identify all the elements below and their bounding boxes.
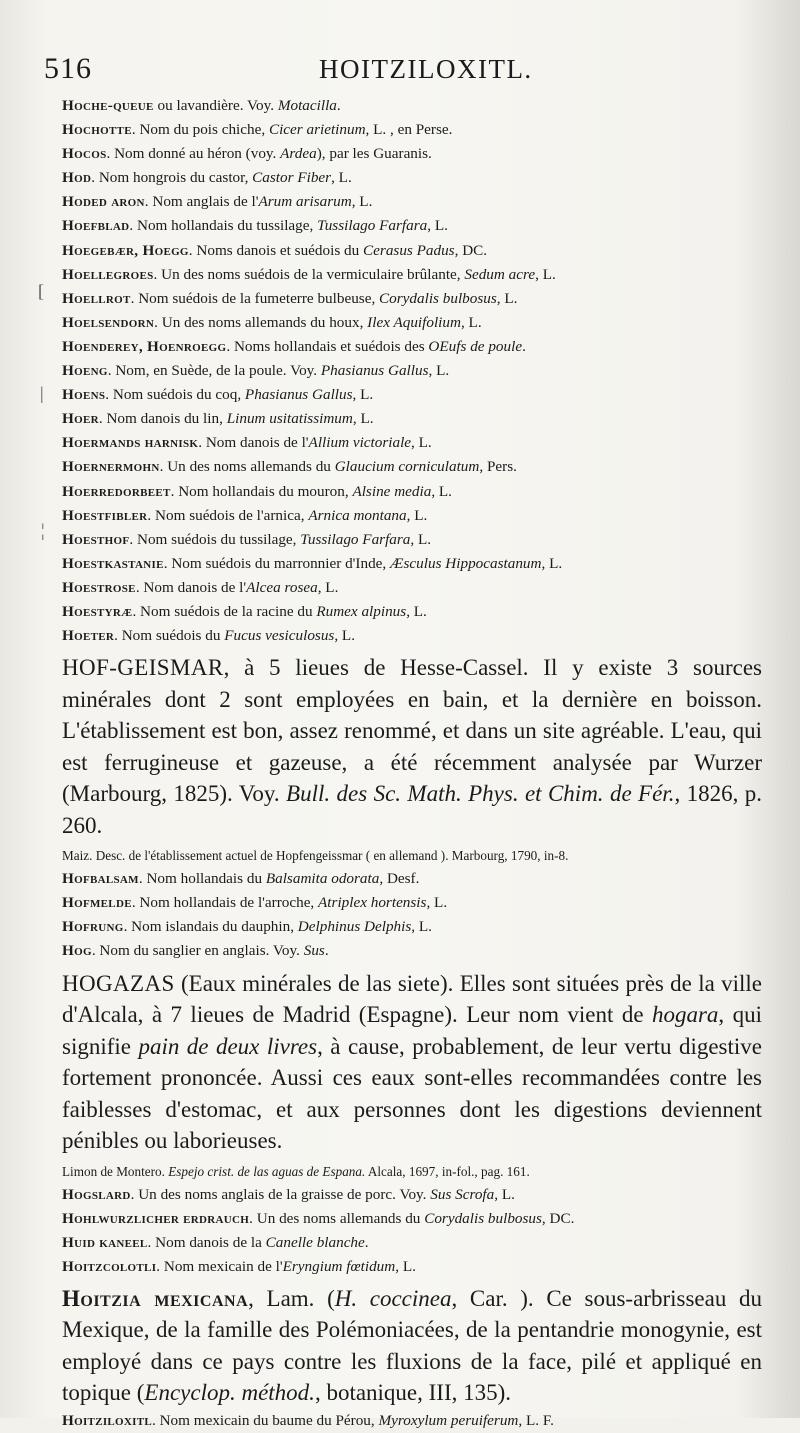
entry-text: , L. [411,918,432,936]
dictionary-entry [62,600,762,624]
entry-text: , L. [317,578,339,596]
entry-text: . Nom hollandais du tussilage, [129,217,318,235]
entry-latin-name: Arnica montana [308,506,407,524]
entry-text: . Nom suédois de la fumeterre bulbeuse, [130,289,380,307]
entry-headword: Hoitziloxitl [62,1411,152,1429]
entry-text: . Noms danois et suédois du [188,241,364,259]
entry-text: , L. [426,894,448,912]
dictionary-entry [62,431,762,455]
entry-text: . Nom anglais de l' [144,193,259,211]
entry-text: , Lam. ( [248,1285,335,1311]
entry-citation: Encyclop. méthod. [144,1380,315,1406]
dictionary-entry [62,335,762,359]
entry-headword: Hofbalsam [62,870,139,888]
entry-text: , L. [410,530,432,548]
entry-headword: Hoernermohn [62,458,160,476]
entry-headword: Hoelsendorn [62,313,155,331]
entry-text: . Nom hongrois du castor, [91,169,253,187]
entry-headword: Hoens [62,386,106,404]
entry-text: , L. [406,506,428,524]
entry-headword: Hochotte [62,121,132,139]
entry-headword: HOGAZAS [62,970,175,996]
entry-text: , L. [494,1185,515,1203]
dictionary-entry [62,166,762,190]
entry-headword: Hoellrot [62,289,131,307]
entry-text: (Eaux minérales de las siete). Elles sont situées près de la ville d'Alcala, à 7 lieues de Madrid (Espagne). Leur nom vient de [62,970,762,1028]
entry-headword: Hoestrose [62,578,136,596]
entry-headword: Hoestfibler [62,506,148,524]
entry-text: ou lavandière. Voy. [153,97,278,114]
entry-hof-geismar [62,652,762,841]
entry-latin-name: Phasianus Gallus [244,386,353,404]
entry-hoitziloxitl [62,1409,762,1433]
entry-hogazas [62,968,762,1157]
entry-text: . Nom danois de l' [135,578,247,596]
entry-text: . [522,337,526,355]
entry-text: , L. [331,169,352,187]
entry-headword: Hofmelde [62,894,132,912]
entry-headword: Huid kaneel [62,1233,148,1251]
entry-latin-name: Castor Fiber [252,169,332,187]
reference-title: Espejo crist. de las aguas de Espana. [168,1163,366,1179]
entry-text: . Nom, en Suède, de la poule. Voy. [107,362,321,380]
entry-headword: Hoer [62,410,99,428]
dictionary-entry [62,576,762,600]
entry-latin-name: Sedum acre [464,265,536,283]
entry-headword: Hoerredorbeet [62,482,171,500]
dictionary-entry [62,915,762,939]
entry-text: , Pers. [479,458,517,476]
entry-text: . Un des noms allemands du [159,458,335,476]
entry-headword: Hocos [62,145,107,163]
entry-text: . Nom islandais du dauphin, [123,918,298,936]
entry-latin-name: Sus [303,942,325,960]
entry-italic: hogara [651,1002,719,1028]
dictionary-entry [62,1207,762,1231]
entry-text: , L. [406,602,427,620]
dictionary-entry [62,455,762,479]
margin-tick: | [40,383,44,403]
entry-headword: Hoermands harnisk [62,434,199,452]
entry-text: , L. [352,410,374,428]
entry-latin-name: Myroxylum peruiferum [378,1411,519,1429]
entry-text: , L. [541,554,563,572]
entry-text: , L. F. [518,1411,554,1429]
entry-text: , DC. [541,1209,575,1227]
dictionary-entry [62,939,762,963]
entry-headword: Hoded aron [62,193,145,211]
entry-text: . Nom suédois du coq, [105,386,245,404]
entry-latin-name: Alsine media [352,482,432,500]
entry-headword: Hoefblad [62,217,130,235]
dictionary-entry [62,142,762,166]
entry-latin-name: OEufs de poule [428,337,523,355]
entry-text: . Nom hollandais du mouron, [170,482,353,500]
entry-latin-name: Corydalis bulbosus [379,289,497,307]
margin-bracket: [ [38,281,44,301]
dictionary-entry [62,311,762,335]
entry-headword: Hoestkastanie [62,554,164,572]
entry-headword: Hofrung [62,918,124,936]
entry-text: . Nom suédois du marronnier d'Inde, [163,554,391,572]
entry-text: , L. [431,482,452,500]
entry-latin-name: Linum usitatissimum [226,410,353,428]
entry-italic: pain de deux livres [138,1033,318,1059]
entry-text: , DC. [454,241,488,259]
entry-text: . Un des noms suédois de la vermiculaire brûlante, [153,265,465,283]
reference-details: Alcala, 1697, in-fol., pag. 161. [365,1163,530,1179]
reference: Maiz. Desc. de l'établissement actuel de Hopfengeissmar ( en allemand ). Marbourg, 1790, in-8. [62,848,569,864]
entry-latin-name: Delphinus Delphis [297,918,412,936]
entry-citation: Bull. des Sc. Math. Phys. et Chim. de Fér. [286,781,675,807]
dictionary-entry [62,383,762,407]
entry-text: , à 5 lieues de Hesse-Cassel. Il y existe 3 sources minérales dont 2 sont employées en bain, et la dernière en boisson. L'établissement est bon, assez renommé, et dans un site agréable. L'eau, qui est ferrugineuse et gazeuse, a été récemment analysée par Wurzer (Marbourg, 1825). Voy. [62,655,762,807]
dictionary-entry [62,504,762,528]
entry-headword: Hogslard [62,1185,131,1203]
entry-list [62,867,762,963]
entry-headword: HOF-GEISMAR [62,655,224,681]
entry-text: , Desf. [379,870,420,888]
entry-latin-name: Corydalis bulbosus [424,1209,542,1227]
entry-text: . [364,1233,369,1251]
entry-headword: Hod [62,169,92,187]
running-head: HOITZILOXITL. [319,54,533,84]
dictionary-entry [62,1183,762,1207]
entry-headword: Hoeng [62,362,108,380]
entry-headword: Hoeter [62,627,115,645]
dictionary-entry [62,190,762,214]
entry-latin-name: Fucus vesiculosus [224,627,335,645]
dictionary-entry [62,118,762,142]
dictionary-entry [62,94,762,118]
entry-latin-name: Arum arisarum [258,193,352,211]
entry-latin-name: Allium victoriale [308,434,412,452]
dictionary-entry [62,1255,762,1279]
entry-latin-name: Canelle blanche [265,1233,365,1251]
dictionary-entry [62,528,762,552]
entry-latin-name: Cerasus Padus [363,241,455,259]
entry-headword: Hoitzia mexicana [62,1285,249,1311]
entry-text: , L. [535,265,556,283]
entry-latin-name: Rumex alpinus [316,602,407,620]
entry-text: . [336,97,341,114]
entry-latin-name: Tussilago Farfara [317,217,428,235]
entry-text: . Nom suédois du [114,627,225,645]
entry-text: . Nom du sanglier en anglais. Voy. [91,942,304,960]
entry-hoitzia [62,1283,762,1409]
entry-text: . Nom mexicain de l' [156,1257,283,1275]
dictionary-entry [62,480,762,504]
dictionary-entry [62,552,762,576]
entry-text: . Nom du pois chiche, [131,121,269,139]
entry-list [62,1183,762,1279]
entry-text: . Nom suédois de l'arnica, [147,506,309,524]
entry-text: . Nom suédois de la racine du [132,602,317,620]
entry-latin-name: Alcea rosea [246,578,318,596]
entry-text: . Nom danois du lin, [98,410,227,428]
dictionary-entry [62,1231,762,1255]
entry-text: , L. [460,313,482,331]
entry-text: , botanique, III, 135). [314,1380,512,1406]
entry-latin-name: Cicer arietinum [268,121,366,139]
dictionary-entry [62,239,762,263]
entry-text: , L. [351,193,373,211]
entry-text: . Nom hollandais de l'arroche, [131,894,319,912]
page-header [44,52,752,92]
entry-text: , L. [428,362,450,380]
entry-list [62,94,762,648]
entry-text: , L. [411,434,432,452]
page-number: 516 [44,52,92,85]
entry-headword: Hoestyræ [62,602,133,620]
entry-headword: Hoellegroes [62,265,154,283]
entry-latin-name: Sus Scrofa [430,1185,495,1203]
entry-text: , à cause, probablement, de leur vertu digestive fortement prononcée. Aussi ces eaux sont-elles recommandées contre les faiblesses d'estomac, et aux personnes dont les digestions deviennent pénibles ou laborieuses. [62,1033,762,1154]
dictionary-entry [62,624,762,648]
entry-headword: Hoenderey, Hoenroegg [62,337,227,355]
dictionary-entry [62,214,762,238]
entry-latin-name: Balsamita odorata [265,870,380,888]
entry-text: . Nom hollandais du [138,870,266,888]
entry-latin-name: Ilex Aquifolium [367,313,461,331]
entry-latin-name: Ardea [280,145,317,163]
entry-text: , L. [395,1257,416,1275]
entry-text: . Un des noms anglais de la graisse de porc. Voy. [130,1185,431,1203]
entry-text: , 1826, p. 260. [62,781,763,838]
entry-text: . Nom danois de l' [198,434,309,452]
entry-italic: H. coccinea [334,1285,452,1311]
dictionary-entry [62,263,762,287]
entry-headword: Hoitzcolotli [62,1257,157,1275]
entry-text: , L. , en Perse. [365,121,453,139]
dictionary-entry [62,359,762,383]
margin-tick: ¦ [41,520,45,540]
reference-author: Limon de Montero. [62,1163,169,1179]
entry-latin-name: Æsculus Hippocastanum [390,554,542,572]
entry-text: . Un des noms allemands du houx, [154,313,368,331]
entry-text: . Nom mexicain du baume du Pérou, [152,1411,379,1429]
entry-latin-name: Eryngium fœtidum [282,1257,396,1275]
entry-text: . Noms hollandais et suédois des [226,337,429,355]
entry-text: , L. [427,217,448,235]
entry-text: . Nom donné au héron (voy. [106,145,281,163]
entry-text: , L. [496,289,518,307]
entry-text: , Car. ). Ce sous-arbrisseau du Mexique, de la famille des Polémoniacées, de la pentandrie monogynie, est employé dans ce pays contre les fluxions de la face, pilé et appliqué en topique ( [62,1285,762,1406]
entry-text: . Nom danois de la [147,1233,266,1251]
entry-headword: Hoche-queue [62,97,154,114]
dictionary-entry [62,287,762,311]
entry-text: . [324,942,329,960]
entry-latin-name: Motacilla [277,97,337,114]
dictionary-entry [62,867,762,891]
dictionary-content [62,94,762,1433]
entry-text: ), par les Guaranis. [316,145,432,163]
entry-latin-name: Glaucium corniculatum [334,458,480,476]
entry-text: . Un des noms allemands du [249,1209,425,1227]
entry-headword: Hog [62,942,92,960]
entry-text: , qui signifie [62,1002,762,1059]
reference [62,1161,762,1183]
dictionary-entry [62,407,762,431]
entry-text: . Nom suédois du tussilage, [129,530,301,548]
entry-headword: Hohlwurzlicher erdrauch [62,1209,250,1227]
entry-headword: Hoegebær, Hoegg [62,241,189,259]
entry-latin-name: Phasianus Gallus [320,362,429,380]
entry-text: , L. [352,386,374,404]
entry-text: , L. [334,627,355,645]
entry-headword: Hoesthof [62,530,130,548]
dictionary-entry [62,891,762,915]
entry-latin-name: Atriplex hortensis [318,894,427,912]
entry-latin-name: Tussilago Farfara [300,530,411,548]
